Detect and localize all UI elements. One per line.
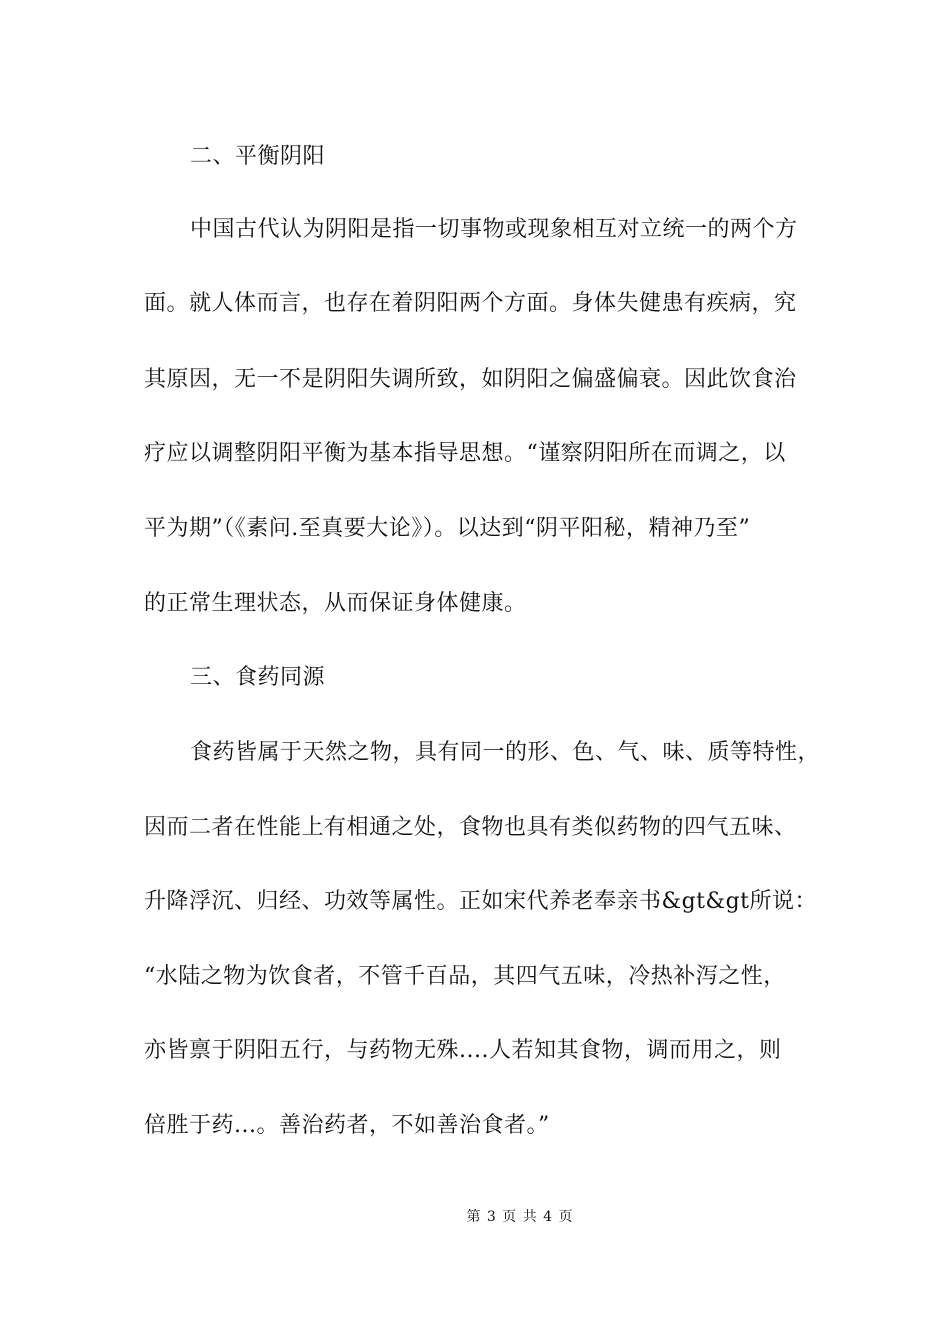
paragraph-line: 中国古代认为阴阳是指一切事物或现象相互对立统一的两个方 (190, 217, 798, 242)
paragraph-line: 食药皆属于天然之物，具有同一的形、色、气、味、质等特性， (190, 740, 821, 765)
paragraph-line: 其原因，无一不是阴阳失调所致，如阴阳之偏盛偏衰。因此饮食治 (144, 367, 797, 392)
section-heading-food-medicine-same-source: 三、食药同源 (190, 665, 326, 690)
paragraph-line: 因而二者在性能上有相通之处，食物也具有类似药物的四气五味、 (144, 815, 797, 840)
paragraph-line: “水陆之物为饮食者，不管千百品，其四气五味，冷热补泻之性， (144, 964, 786, 989)
page-number-footer: 第 3 页 共 4 页 (466, 1209, 574, 1225)
paragraph-line: 面。就人体而言，也存在着阴阳两个方面。身体失健患有疾病，究 (144, 291, 797, 316)
paragraph-line: 疗应以调整阴阳平衡为基本指导思想。“谨察阴阳所在而调之，以 (144, 441, 786, 466)
paragraph-line: 的正常生理状态，从而保证身体健康。 (144, 591, 527, 616)
section-heading-balance-yin-yang: 二、平衡阴阳 (190, 144, 326, 169)
paragraph-line: 平为期”（《素问.至真要大论》）。以达到“阴平阳秘，精神乃至” (144, 516, 751, 541)
paragraph-line: 亦皆禀于阴阳五行，与药物无殊....人若知其食物，调而用之，则 (144, 1038, 782, 1063)
paragraph-line: 升降浮沉、归经、功效等属性。正如宋代养老奉亲书&gt&gt所说： (144, 889, 818, 914)
paragraph-line: 倍胜于药...。善治药者，不如善治食者。” (144, 1113, 550, 1138)
